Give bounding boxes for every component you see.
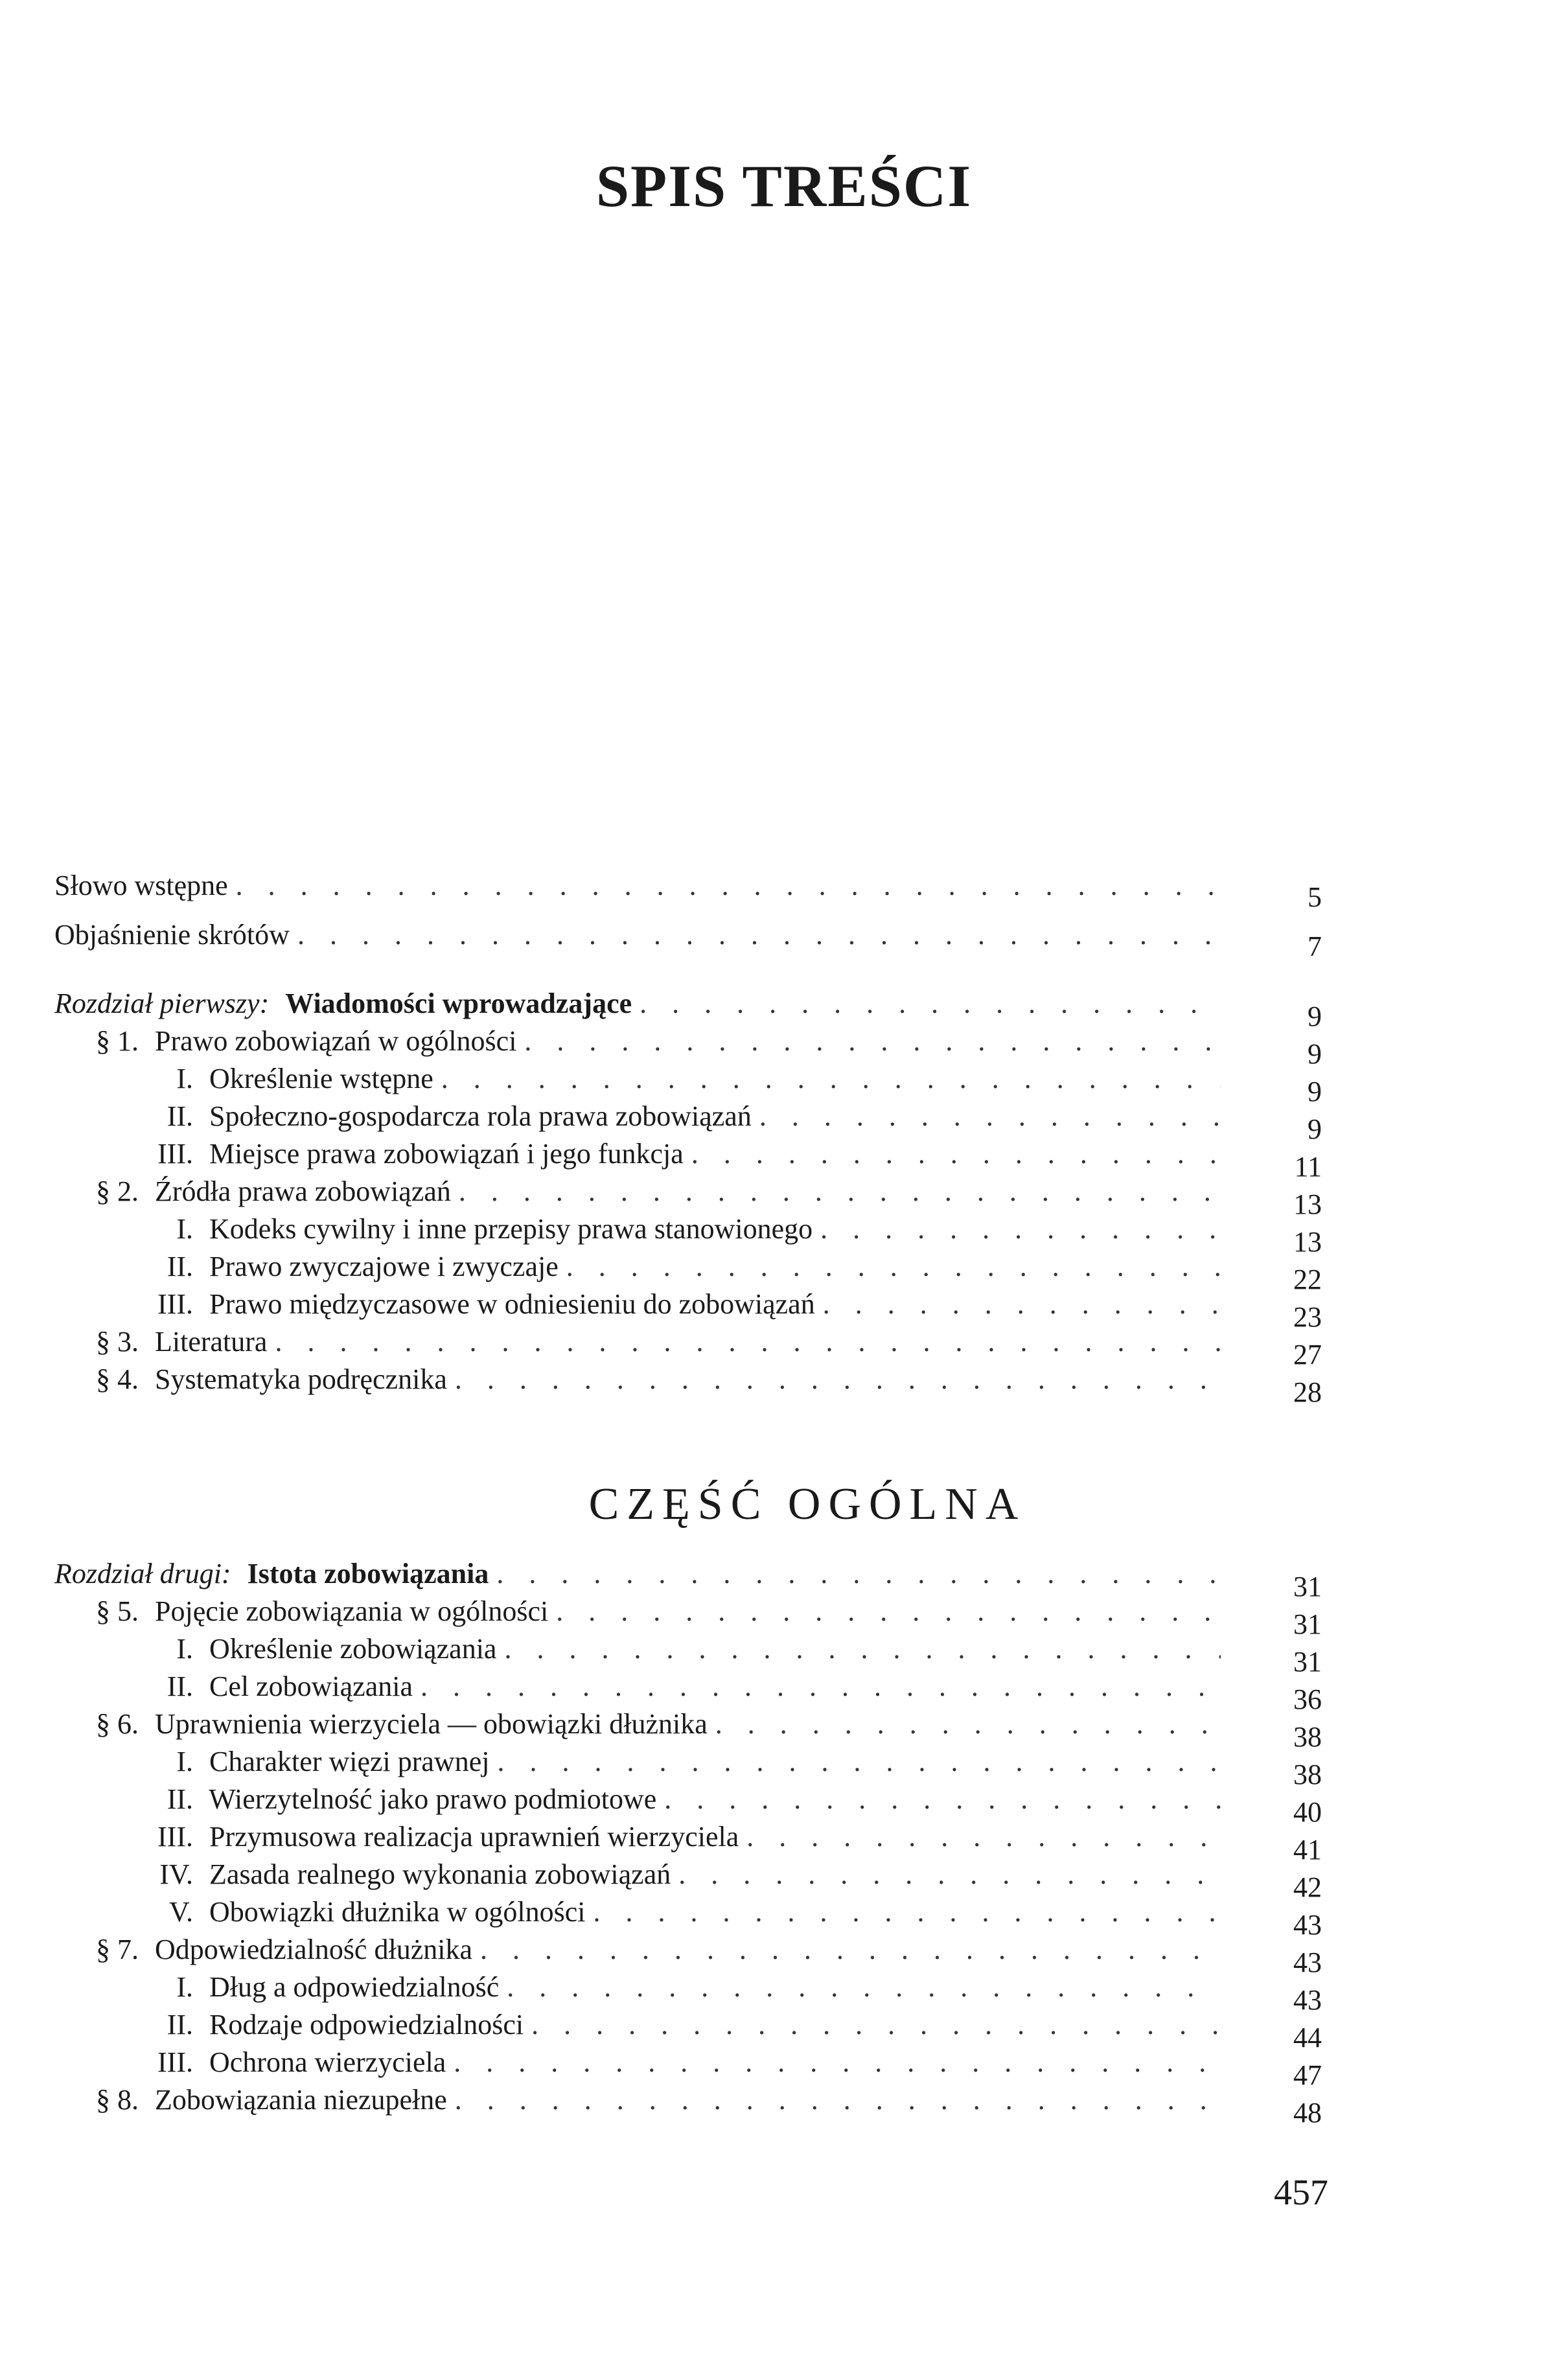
leader-dots <box>496 1630 1221 1668</box>
toc-entry-subsection[interactable] <box>156 1060 1221 1098</box>
toc-entry-chapter[interactable] <box>54 985 1221 1023</box>
chapter-prefix: Rozdział drugi: <box>54 1558 231 1589</box>
section-title: Literatura <box>155 1326 268 1358</box>
subsection-number: I. <box>176 1633 193 1665</box>
toc-entry-subsection[interactable] <box>148 2044 1221 2081</box>
toc-page-number: 44 <box>1293 2022 1322 2053</box>
leader-dots <box>524 2006 1221 2044</box>
toc-entry-subsection[interactable] <box>148 1818 1221 1856</box>
toc-entry-subsection[interactable] <box>156 2006 1221 2044</box>
toc-page-number: 43 <box>1293 1984 1322 2016</box>
subsection-title: Charakter więzi prawnej <box>209 1746 490 1777</box>
chapter-title: Wiadomości wprowadzające <box>285 988 632 1019</box>
chapter-title: Istota zobowiązania <box>247 1558 489 1589</box>
toc-page-number: 38 <box>1293 1759 1322 1790</box>
leader-dots <box>585 1893 1221 1931</box>
subsection-number: I. <box>176 1063 193 1094</box>
toc-page-number: 31 <box>1293 1646 1322 1678</box>
subsection-title: Prawo międzyczasowe w odniesieniu do zobowiązań <box>209 1288 815 1320</box>
subsection-number: III. <box>157 1288 193 1320</box>
toc-entry-section[interactable] <box>96 1593 1221 1630</box>
section-number: § 2. <box>96 1175 139 1207</box>
leader-dots <box>813 1210 1221 1248</box>
leader-dots <box>516 1023 1221 1060</box>
section-title: Zobowiązania niezupełne <box>155 2084 447 2116</box>
leader-dots <box>472 1931 1221 1969</box>
toc-entry-chapter[interactable] <box>54 1555 1221 1593</box>
toc-entry-subsection[interactable] <box>148 1135 1221 1173</box>
section-number: § 8. <box>96 2084 139 2116</box>
subsection-number: II. <box>167 2009 193 2040</box>
chapter-prefix: Rozdział pierwszy: <box>54 988 270 1019</box>
leader-dots <box>446 2044 1221 2081</box>
toc-entry-subsection[interactable] <box>156 1210 1221 1248</box>
toc-page-number: 23 <box>1293 1301 1322 1333</box>
subsection-number: II. <box>167 1251 193 1282</box>
subsection-number: II. <box>167 1670 193 1702</box>
toc-page-number: 28 <box>1293 1376 1322 1408</box>
toc-page-number: 9 <box>1308 1113 1322 1145</box>
subsection-number: IV. <box>159 1858 193 1890</box>
toc-page-number: 9 <box>1308 1038 1322 1070</box>
subsection-title: Obowiązki dłużnika w ogólności <box>209 1896 586 1928</box>
toc-entry-subsection[interactable] <box>156 1248 1221 1286</box>
toc-entry-abbreviations[interactable] <box>54 916 1221 954</box>
subsection-title: Zasada realnego wykonania zobowiązań <box>209 1858 671 1890</box>
toc-page-number: 11 <box>1294 1151 1322 1183</box>
leader-dots <box>413 1668 1221 1705</box>
toc-entry-label: Słowo wstępne <box>54 870 228 901</box>
subsection-number: III. <box>157 1821 193 1853</box>
section-number: § 6. <box>96 1708 139 1740</box>
toc-page-number: 22 <box>1293 1264 1322 1295</box>
leader-dots <box>656 1781 1221 1818</box>
leader-dots <box>752 1098 1221 1135</box>
subsection-number: III. <box>157 2046 193 2078</box>
section-title: Prawo zobowiązań w ogólności <box>155 1025 517 1057</box>
toc-page-number: 48 <box>1293 2097 1322 2129</box>
toc-entry-section[interactable] <box>96 1361 1221 1398</box>
toc-entry-subsection[interactable] <box>156 1743 1221 1781</box>
leader-dots <box>739 1818 1221 1856</box>
leader-dots <box>489 1743 1221 1781</box>
section-number: § 7. <box>96 1934 139 1965</box>
toc-page-number: 27 <box>1293 1339 1322 1370</box>
subsection-title: Ochrona wierzyciela <box>209 2046 446 2078</box>
toc-page-number: 43 <box>1293 1947 1322 1978</box>
toc-page-number: 5 <box>1308 881 1322 913</box>
section-number: § 1. <box>96 1025 139 1057</box>
toc-entry-foreword[interactable] <box>54 867 1221 905</box>
leader-dots <box>451 1173 1221 1210</box>
toc-page-number: 31 <box>1293 1608 1322 1640</box>
section-title: Odpowiedzialność dłużnika <box>155 1934 472 1965</box>
leader-dots <box>267 1323 1221 1361</box>
subsection-title: Dług a odpowiedzialność <box>209 1971 500 2003</box>
leader-dots <box>433 1060 1221 1098</box>
section-number: § 4. <box>96 1363 139 1395</box>
subsection-number: III. <box>157 1138 193 1170</box>
leader-dots <box>447 1361 1221 1398</box>
leader-dots <box>815 1286 1221 1323</box>
subsection-title: Rodzaje odpowiedzialności <box>209 2009 524 2040</box>
toc-entry-subsection[interactable] <box>156 1668 1221 1705</box>
toc-page-number: 42 <box>1293 1871 1322 1903</box>
page-number: 457 <box>1274 2173 1328 2213</box>
toc-page-number: 43 <box>1293 1909 1322 1941</box>
toc-page-number: 41 <box>1293 1834 1322 1866</box>
toc-page-number: 9 <box>1308 1076 1322 1107</box>
leader-dots <box>499 1969 1221 2006</box>
toc-entry-subsection[interactable] <box>156 1969 1221 2006</box>
toc-entry-subsection[interactable] <box>148 1856 1221 1893</box>
subsection-title: Przymusowa realizacja uprawnień wierzyciela <box>209 1821 739 1853</box>
section-title: Pojęcie zobowiązania w ogólności <box>155 1595 549 1627</box>
leader-dots <box>632 985 1221 1023</box>
toc-entry-section[interactable] <box>96 1931 1221 1969</box>
toc-entry-subsection[interactable] <box>156 1893 1221 1931</box>
leader-dots <box>447 2081 1221 2119</box>
toc-entry-section[interactable] <box>96 1173 1221 1210</box>
toc-page-number: 13 <box>1293 1188 1322 1220</box>
toc-entry-section[interactable] <box>96 1023 1221 1060</box>
section-title: Systematyka podręcznika <box>155 1363 447 1395</box>
subsection-title: Kodeks cywilny i inne przepisy prawa stanowionego <box>209 1213 813 1245</box>
toc-page-number: 31 <box>1293 1571 1322 1602</box>
leader-dots <box>489 1555 1221 1593</box>
subsection-number: I. <box>176 1971 193 2003</box>
subsection-title: Określenie wstępne <box>209 1063 433 1094</box>
section-title: Źródła prawa zobowiązań <box>155 1175 451 1207</box>
subsection-number: II. <box>167 1100 193 1132</box>
subsection-title: Społeczno-gospodarcza rola prawa zobowiązań <box>209 1100 752 1132</box>
subsection-number: II. <box>167 1783 193 1815</box>
toc-page-number: 40 <box>1293 1796 1322 1828</box>
toc-page-number: 47 <box>1293 2059 1322 2091</box>
subsection-title: Określenie zobowiązania <box>209 1633 497 1665</box>
leader-dots <box>671 1856 1221 1893</box>
toc-entry-subsection[interactable] <box>156 1098 1221 1135</box>
leader-dots <box>228 867 1221 905</box>
toc-entry-subsection[interactable] <box>148 1286 1221 1323</box>
toc-entry-section[interactable] <box>96 2081 1221 2119</box>
toc-page-number: 36 <box>1293 1683 1322 1715</box>
toc-entry-section[interactable] <box>96 1705 1221 1743</box>
subsection-number: I. <box>176 1746 193 1777</box>
section-number: § 3. <box>96 1326 139 1358</box>
leader-dots <box>559 1248 1221 1286</box>
toc-page-number: 13 <box>1293 1226 1322 1258</box>
subsection-title: Prawo zwyczajowe i zwyczaje <box>209 1251 559 1282</box>
page-title: SPIS TREŚCI <box>595 153 973 219</box>
toc-entry-label: Objaśnienie skrótów <box>54 919 290 951</box>
toc-entry-section[interactable] <box>96 1323 1221 1361</box>
toc-page-number: 7 <box>1308 930 1322 962</box>
toc-page-number: 9 <box>1308 1000 1322 1032</box>
subsection-number: I. <box>176 1213 193 1245</box>
leader-dots <box>684 1135 1221 1173</box>
subsection-title: Cel zobowiązania <box>209 1670 413 1702</box>
toc-entry-subsection[interactable] <box>156 1630 1221 1668</box>
part-title: CZĘŚĆ OGÓLNA <box>588 1479 1026 1529</box>
leader-dots <box>290 916 1221 954</box>
section-title: Uprawnienia wierzyciela — obowiązki dłużnika <box>155 1708 708 1740</box>
subsection-number: V. <box>168 1896 193 1928</box>
leader-dots <box>708 1705 1221 1743</box>
toc-entry-subsection[interactable] <box>156 1781 1221 1818</box>
subsection-title: Miejsce prawa zobowiązań i jego funkcja <box>209 1138 684 1170</box>
section-number: § 5. <box>96 1595 139 1627</box>
leader-dots <box>548 1593 1221 1630</box>
toc-page-number: 38 <box>1293 1721 1322 1753</box>
subsection-title: Wierzytelność jako prawo podmiotowe <box>209 1783 657 1815</box>
